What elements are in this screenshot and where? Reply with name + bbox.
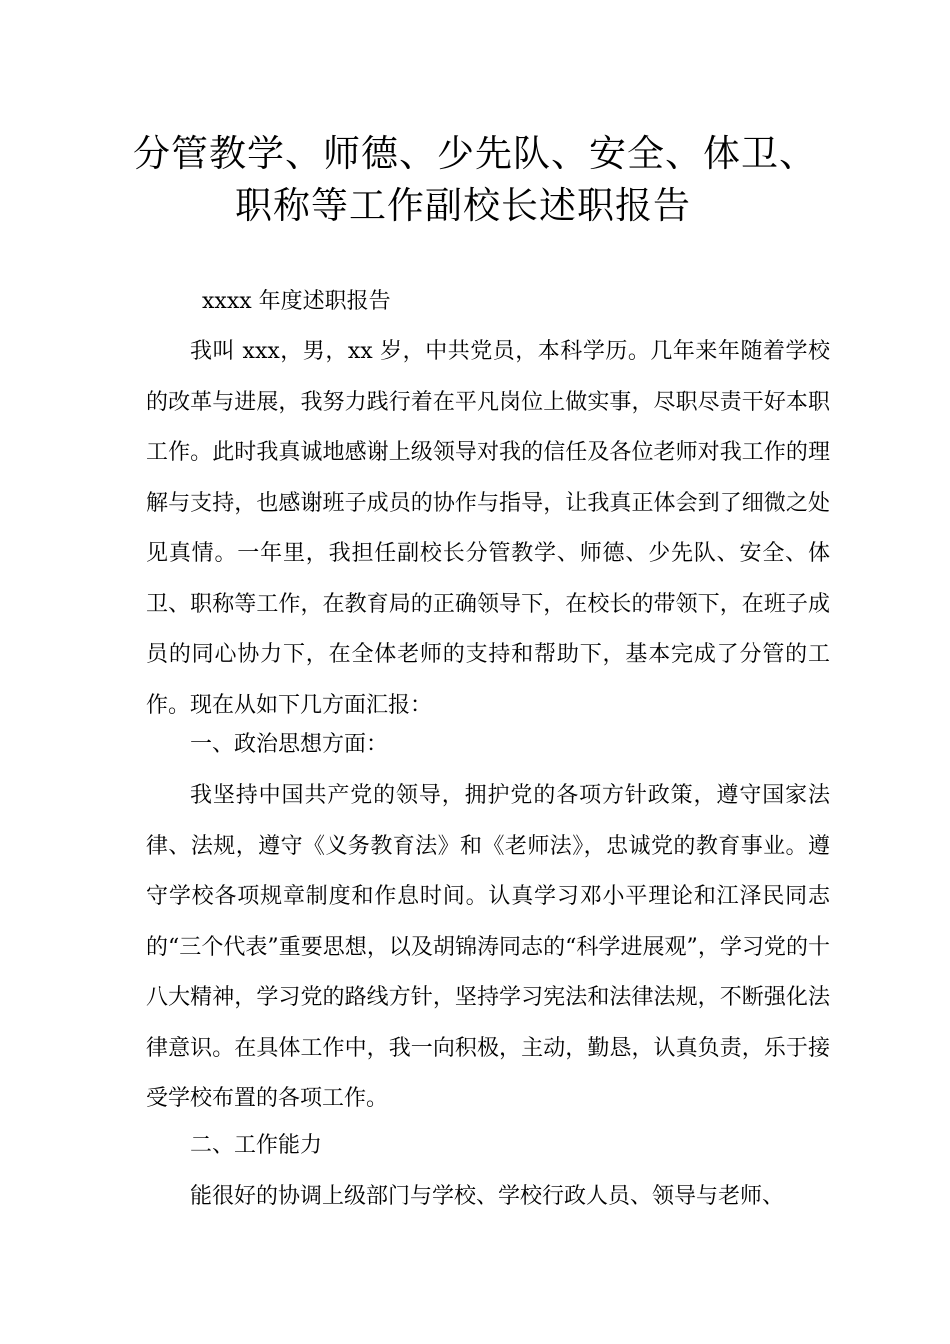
paragraph-ability: 能很好的协调上级部门与学校、学校行政人员、领导与老师、 xyxy=(190,1184,785,1209)
section-heading-ability: 二、工作能力 xyxy=(190,1133,323,1158)
document-title-line-2: 职称等工作副校长述职报告 xyxy=(235,184,691,227)
paragraph-introduction: 我叫 xxx，男，xx 岁，中共党员，本科学历。几年来年随着学校的改革与进展，我努力践行着在平凡岗位上做实事，尽职尽责干好本职工作。此时我真诚地感谢上级领导对我的信任及各位老师对我工作的理解与支持，也感谢班子成员的协作与指导，让我真正体会到了细微之处见真情。一年里，我担任副校长分管教学、师德、少先队、安全、体卫、职称等工作，在教育局的正确领导下，在校长的带领下，在班子成员的同心协力下，在全体老师的支持和帮助下，基本完成了分管的工作。现在从如下几方面汇报： xyxy=(146,339,830,718)
paragraph-politics: 我坚持中国共产党的领导，拥护党的各项方针政策，遵守国家法律、法规，遵守《义务教育法》和《老师法》，忠诚党的教育事业。遵守学校各项规章制度和作息时间。认真学习邓小平理论和江泽民同志的“三个代表”重要思想，以及胡锦涛同志的“科学进展观”，学习党的十八大精神，学习党的路线方针，坚持学习宪法和法律法规，不断强化法律意识。在具体工作中，我一向积极，主动，勤恳，认真负责，乐于接受学校布置的各项工作。 xyxy=(146,783,830,1111)
report-subtitle: xxxx 年度述职报告 xyxy=(202,289,391,314)
document-title-line-1: 分管教学、师德、少先队、安全、体卫、 xyxy=(133,132,817,175)
section-heading-politics: 一、政治思想方面： xyxy=(190,732,389,757)
